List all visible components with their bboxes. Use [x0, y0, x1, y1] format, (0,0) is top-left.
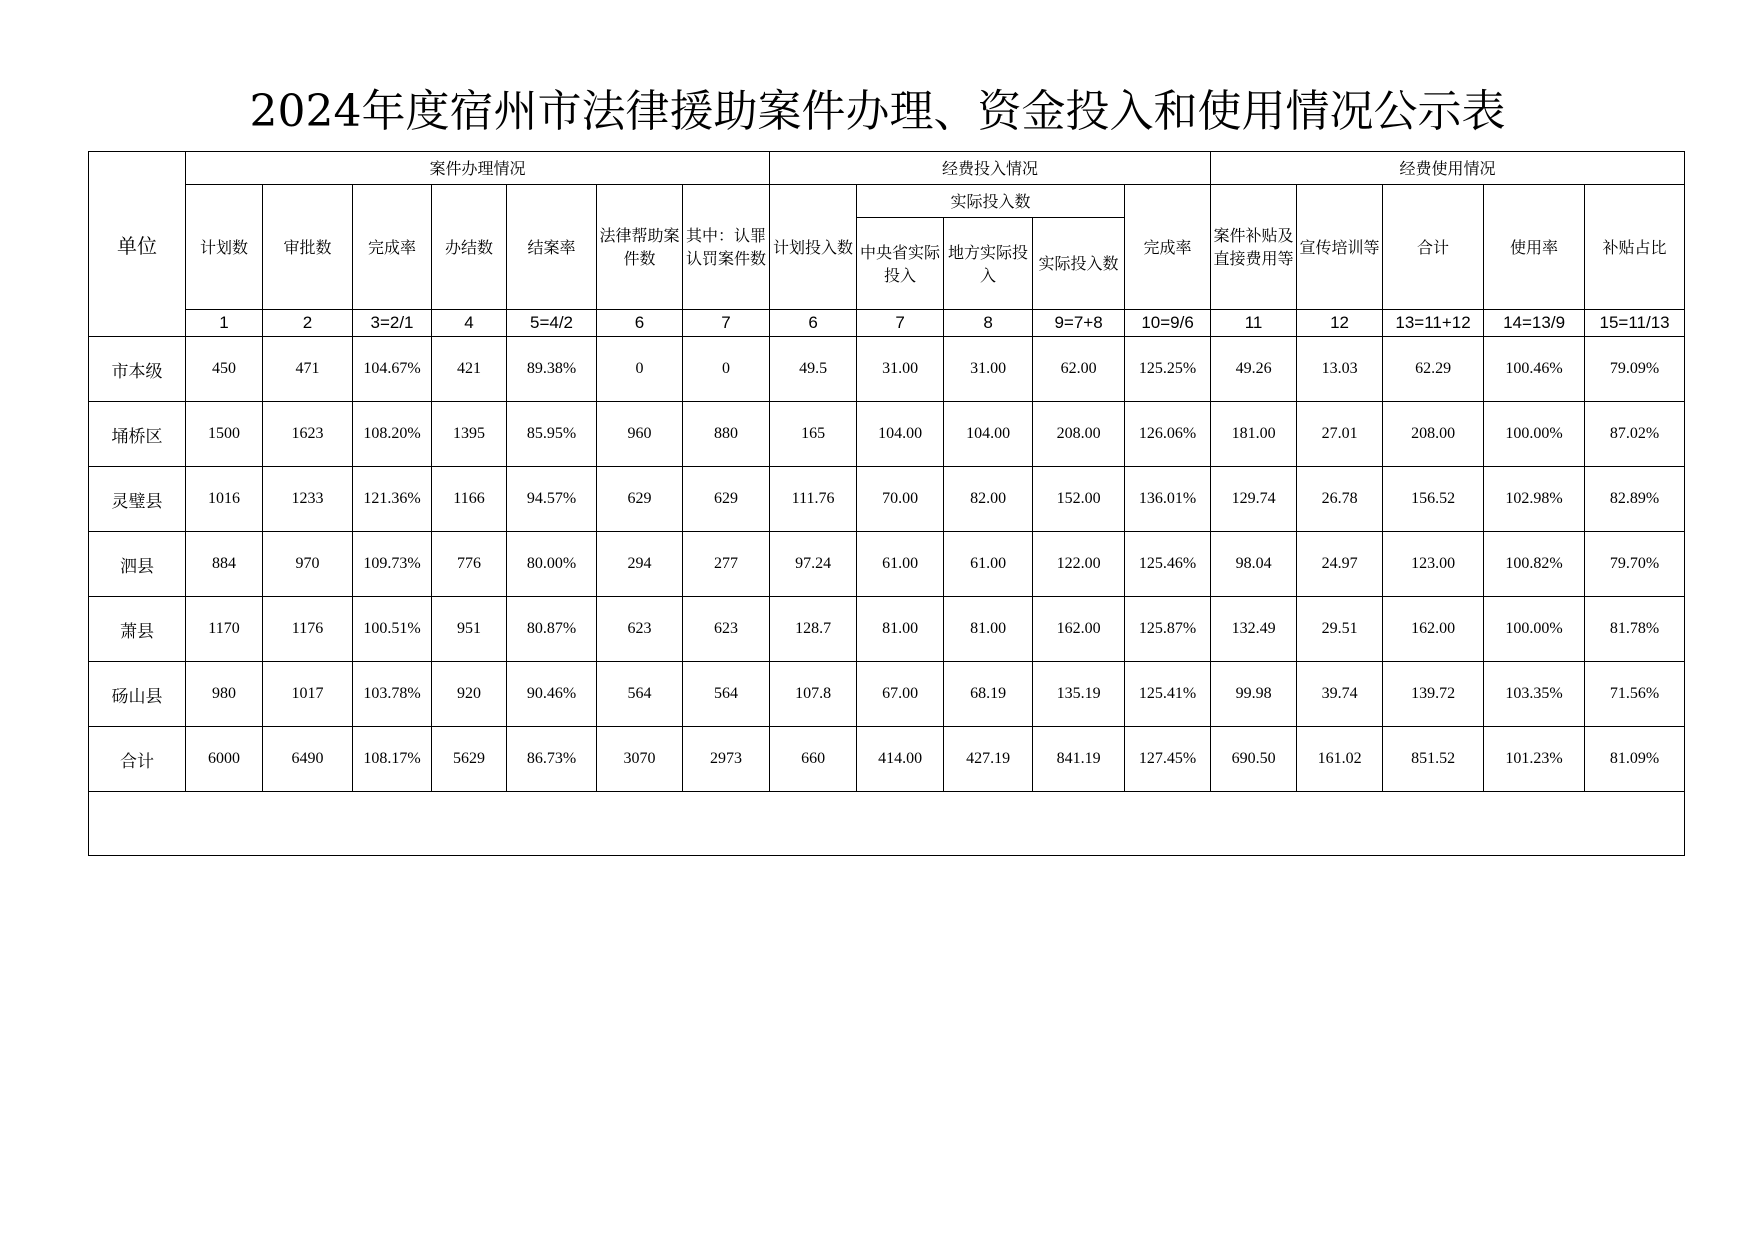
- table-cell: 623: [683, 597, 770, 662]
- table-row: [89, 727, 1685, 792]
- column-index: 10=9/6: [1125, 310, 1211, 337]
- table-cell: 61.00: [857, 532, 944, 597]
- table-cell: 62.00: [1033, 337, 1125, 402]
- table-cell: 629: [683, 467, 770, 532]
- table-cell: 5629: [432, 727, 507, 792]
- table-cell: 1233: [263, 467, 353, 532]
- table-cell: 97.24: [770, 532, 857, 597]
- table-cell: 690.50: [1211, 727, 1297, 792]
- column-index: 5=4/2: [507, 310, 597, 337]
- table-cell: 414.00: [857, 727, 944, 792]
- table-row: [89, 337, 1685, 402]
- group-header-case-handling: 案件办理情况: [186, 152, 770, 185]
- table-cell: 82.89%: [1585, 467, 1685, 532]
- table-cell: 87.02%: [1585, 402, 1685, 467]
- table-cell: 49.5: [770, 337, 857, 402]
- table-cell: 81.00: [857, 597, 944, 662]
- table-cell: 980: [186, 662, 263, 727]
- table-cell: 960: [597, 402, 683, 467]
- unit-name: 砀山县: [89, 662, 186, 727]
- table-cell: 107.8: [770, 662, 857, 727]
- col-header: 结案率: [507, 185, 597, 310]
- unit-name: 合计: [89, 727, 186, 792]
- table-cell: 841.19: [1033, 727, 1125, 792]
- table-row: [89, 402, 1685, 467]
- page-title: 2024年度宿州市法律援助案件办理、资金投入和使用情况公示表: [249, 86, 1506, 137]
- table-cell: 3070: [597, 727, 683, 792]
- table-cell: 103.35%: [1484, 662, 1585, 727]
- table-cell: 1170: [186, 597, 263, 662]
- column-index: 6: [597, 310, 683, 337]
- table-cell: 2973: [683, 727, 770, 792]
- table-cell: 104.00: [857, 402, 944, 467]
- table-row: [89, 597, 1685, 662]
- table-cell: 100.00%: [1484, 597, 1585, 662]
- table-cell: 27.01: [1297, 402, 1383, 467]
- col-header: 审批数: [263, 185, 353, 310]
- table-cell: 62.29: [1383, 337, 1484, 402]
- table-cell: 85.95%: [507, 402, 597, 467]
- table-cell: 156.52: [1383, 467, 1484, 532]
- table-cell: 39.74: [1297, 662, 1383, 727]
- column-index: 15=11/13: [1585, 310, 1685, 337]
- table-cell: 103.78%: [353, 662, 432, 727]
- table-cell: 127.45%: [1125, 727, 1211, 792]
- unit-name: 泗县: [89, 532, 186, 597]
- table-cell: 0: [597, 337, 683, 402]
- table-cell: 1016: [186, 467, 263, 532]
- col-header: 完成率: [1125, 185, 1211, 310]
- unit-name: 萧县: [89, 597, 186, 662]
- table-cell: 79.09%: [1585, 337, 1685, 402]
- column-index: 1: [186, 310, 263, 337]
- table-cell: 79.70%: [1585, 532, 1685, 597]
- table-cell: 884: [186, 532, 263, 597]
- table-cell: 111.76: [770, 467, 857, 532]
- col-header: 其中：认罪认罚案件数: [683, 185, 770, 310]
- column-index: 4: [432, 310, 507, 337]
- table-cell: 162.00: [1383, 597, 1484, 662]
- col-header: 地方实际投入: [944, 218, 1033, 310]
- table-cell: 161.02: [1297, 727, 1383, 792]
- table-cell: 970: [263, 532, 353, 597]
- table-cell: 135.19: [1033, 662, 1125, 727]
- table-cell: 471: [263, 337, 353, 402]
- col-header: 宣传培训等: [1297, 185, 1383, 310]
- blank-footer-row: [89, 792, 1685, 856]
- column-index: 7: [857, 310, 944, 337]
- table-cell: 165: [770, 402, 857, 467]
- table-cell: 920: [432, 662, 507, 727]
- table-cell: 108.17%: [353, 727, 432, 792]
- col-header: 法律帮助案件数: [597, 185, 683, 310]
- table-cell: 208.00: [1383, 402, 1484, 467]
- table-cell: 1176: [263, 597, 353, 662]
- column-index: 2: [263, 310, 353, 337]
- col-header: 使用率: [1484, 185, 1585, 310]
- table-cell: 0: [683, 337, 770, 402]
- table-cell: 81.00: [944, 597, 1033, 662]
- table-cell: 427.19: [944, 727, 1033, 792]
- table-cell: 136.01%: [1125, 467, 1211, 532]
- table-cell: 100.46%: [1484, 337, 1585, 402]
- table-cell: 81.78%: [1585, 597, 1685, 662]
- table-cell: 61.00: [944, 532, 1033, 597]
- table-cell: 24.97: [1297, 532, 1383, 597]
- table-cell: 294: [597, 532, 683, 597]
- table-cell: 629: [597, 467, 683, 532]
- table-cell: 123.00: [1383, 532, 1484, 597]
- unit-header: 单位: [89, 152, 186, 337]
- table-cell: 125.41%: [1125, 662, 1211, 727]
- column-index: 9=7+8: [1033, 310, 1125, 337]
- table-cell: 6490: [263, 727, 353, 792]
- table-cell: 776: [432, 532, 507, 597]
- table-cell: 128.7: [770, 597, 857, 662]
- table-cell: 108.20%: [353, 402, 432, 467]
- table-cell: 6000: [186, 727, 263, 792]
- column-index: 8: [944, 310, 1033, 337]
- table-row: [89, 467, 1685, 532]
- unit-name: 埇桥区: [89, 402, 186, 467]
- table-cell: 100.51%: [353, 597, 432, 662]
- table-cell: 86.73%: [507, 727, 597, 792]
- table-cell: 71.56%: [1585, 662, 1685, 727]
- table-cell: 104.00: [944, 402, 1033, 467]
- table-cell: 125.46%: [1125, 532, 1211, 597]
- table-row: [89, 532, 1685, 597]
- table-cell: 99.98: [1211, 662, 1297, 727]
- column-index: 12: [1297, 310, 1383, 337]
- table-cell: 68.19: [944, 662, 1033, 727]
- col-header: 中央省实际投入: [857, 218, 944, 310]
- table-cell: 102.98%: [1484, 467, 1585, 532]
- group-header-fund-input: 经费投入情况: [770, 152, 1211, 185]
- table-cell: 1166: [432, 467, 507, 532]
- table-cell: 26.78: [1297, 467, 1383, 532]
- unit-name: 灵璧县: [89, 467, 186, 532]
- table-cell: 1017: [263, 662, 353, 727]
- table-cell: 104.67%: [353, 337, 432, 402]
- column-index: 14=13/9: [1484, 310, 1585, 337]
- table-cell: 80.00%: [507, 532, 597, 597]
- table-cell: 129.74: [1211, 467, 1297, 532]
- table-cell: 450: [186, 337, 263, 402]
- table-cell: 109.73%: [353, 532, 432, 597]
- table-cell: 31.00: [944, 337, 1033, 402]
- table-cell: 82.00: [944, 467, 1033, 532]
- table-cell: 421: [432, 337, 507, 402]
- col-header: 合计: [1383, 185, 1484, 310]
- table-cell: 122.00: [1033, 532, 1125, 597]
- table-cell: 49.26: [1211, 337, 1297, 402]
- table-cell: 181.00: [1211, 402, 1297, 467]
- table-cell: 31.00: [857, 337, 944, 402]
- table-cell: 100.82%: [1484, 532, 1585, 597]
- col-header: 计划数: [186, 185, 263, 310]
- table-cell: 29.51: [1297, 597, 1383, 662]
- table-cell: 125.87%: [1125, 597, 1211, 662]
- table-cell: 126.06%: [1125, 402, 1211, 467]
- col-header: 计划投入数: [770, 185, 857, 310]
- col-header: 实际投入数: [1033, 218, 1125, 310]
- table-cell: 98.04: [1211, 532, 1297, 597]
- table-cell: 851.52: [1383, 727, 1484, 792]
- column-index: 6: [770, 310, 857, 337]
- table-cell: 660: [770, 727, 857, 792]
- table-cell: 100.00%: [1484, 402, 1585, 467]
- table-cell: 132.49: [1211, 597, 1297, 662]
- col-header: 补贴占比: [1585, 185, 1685, 310]
- column-index: 3=2/1: [353, 310, 432, 337]
- table-cell: 564: [597, 662, 683, 727]
- table-cell: 94.57%: [507, 467, 597, 532]
- table-cell: 70.00: [857, 467, 944, 532]
- col-header: 完成率: [353, 185, 432, 310]
- table-cell: 13.03: [1297, 337, 1383, 402]
- table-cell: 880: [683, 402, 770, 467]
- unit-name: 市本级: [89, 337, 186, 402]
- column-index: 13=11+12: [1383, 310, 1484, 337]
- table-cell: 125.25%: [1125, 337, 1211, 402]
- table-cell: 67.00: [857, 662, 944, 727]
- legal-aid-table: [88, 151, 1685, 856]
- table-cell: 564: [683, 662, 770, 727]
- table-cell: 208.00: [1033, 402, 1125, 467]
- col-header: 办结数: [432, 185, 507, 310]
- col-header: 案件补贴及直接费用等: [1211, 185, 1297, 310]
- table-row: [89, 662, 1685, 727]
- table-cell: 139.72: [1383, 662, 1484, 727]
- table-cell: 1500: [186, 402, 263, 467]
- table-cell: 90.46%: [507, 662, 597, 727]
- table-cell: 1623: [263, 402, 353, 467]
- table-cell: 80.87%: [507, 597, 597, 662]
- table-cell: 277: [683, 532, 770, 597]
- table-cell: 101.23%: [1484, 727, 1585, 792]
- column-index: 7: [683, 310, 770, 337]
- table-cell: 162.00: [1033, 597, 1125, 662]
- sub-group-header-actual-input: 实际投入数: [857, 185, 1125, 218]
- column-index: 11: [1211, 310, 1297, 337]
- group-header-fund-usage: 经费使用情况: [1211, 152, 1685, 185]
- table-cell: 152.00: [1033, 467, 1125, 532]
- table-cell: 1395: [432, 402, 507, 467]
- table-cell: 81.09%: [1585, 727, 1685, 792]
- table-cell: 89.38%: [507, 337, 597, 402]
- table-cell: 623: [597, 597, 683, 662]
- table-cell: 121.36%: [353, 467, 432, 532]
- table-cell: 951: [432, 597, 507, 662]
